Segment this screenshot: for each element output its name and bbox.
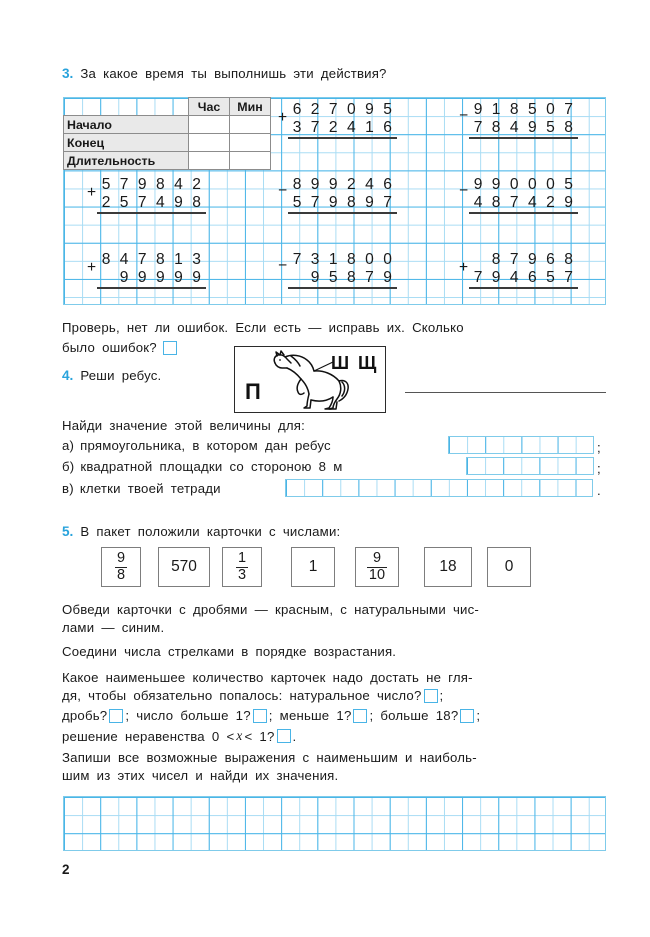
number-card[interactable] [291,547,335,587]
calc-digit: 9 [137,269,147,287]
row-label-duration: Длительность [64,152,189,170]
calc-digit: 3 [292,119,302,137]
calc-digit: 7 [292,251,302,268]
calc-digit: 5 [546,269,555,287]
calc-digit: 5 [564,176,573,193]
calc-digit: 4 [174,176,183,193]
rebus-letter-p: П [245,379,261,404]
calc-digit: 7 [473,119,483,137]
task5-line5-row [62,688,443,703]
calc-digit: 9 [192,269,201,287]
calc-digit: 9 [473,176,483,193]
calc-digit: 9 [383,269,392,287]
calc-operator: + [87,259,97,276]
calc-digit: 4 [365,176,374,193]
card-value: 18 [439,558,457,575]
calc-digit: 1 [365,119,374,137]
task5-line6a: дробь? [62,708,108,723]
answer-box-natural-number[interactable] [424,689,438,703]
calc-digit: 3 [310,251,320,268]
number-card[interactable] [355,547,399,587]
calc-digit: 1 [174,251,183,268]
calc-digit: 4 [528,194,537,212]
calc-digit: 0 [365,251,374,268]
calc-digit: 7 [509,194,519,212]
calc-digit: 8 [347,194,356,212]
calc-digit: 9 [156,269,165,287]
calc-digit: 0 [383,251,392,268]
task5-line7b: < 1? [244,728,275,744]
calc-digit: 9 [174,269,183,287]
calc-digit: 5 [546,119,555,137]
item-b-tail: ; [597,461,601,476]
task5-line9: шим из этих чисел и найди их значения. [62,768,339,783]
rebus-letter-shch: Щ [358,353,377,373]
calc-digit: 2 [546,194,555,212]
task5-line1: Обведи карточки с дробями — красным, с натуральными чис- [62,602,479,617]
calc-digit: 7 [137,251,147,268]
calc-digit: 8 [509,101,519,118]
calc-digit: 2 [310,101,320,118]
calc-digit: 9 [491,176,501,193]
task4-find-prompt: Найди значение этой величины для: [62,418,305,433]
task3-number: 3. [62,66,74,81]
task3-check-line1: Проверь, нет ли ошибок. Если есть — исправь их. Сколько [62,320,464,335]
rebus-letter-sh: Ш [331,353,350,373]
calc-digit: 6 [546,251,555,268]
calc-digit: 5 [292,194,302,212]
task5-line6d: ; больше 18? [369,708,459,723]
calc-digit: 7 [473,269,483,287]
number-card[interactable] [158,547,210,587]
task3-prompt: За какое время ты выполнишь эти действия? [80,66,387,81]
calc-digit: 6 [292,101,302,118]
calc-digit: 7 [564,101,573,118]
card-value: 570 [171,558,197,575]
calc-digit: 8 [564,251,573,268]
item-b-text: квадратной площадки со стороною 8 м [80,459,343,474]
calc-operator: − [459,182,469,199]
calc-digit: 9 [491,269,501,287]
fraction-numerator: 1 [237,550,247,567]
calc-operator: + [87,184,97,201]
fraction-denominator: 10 [368,566,386,583]
calc-digit: 6 [383,119,392,137]
task4-number: 4. [62,368,74,383]
calc-digit: 6 [383,176,392,193]
calc-digit: 5 [119,194,129,212]
task3-check-line2: было ошибок? [62,340,157,355]
fraction-denominator: 8 [116,566,126,583]
calc-digit: 8 [101,251,111,268]
calc-digit: 1 [328,251,338,268]
calc-digit: 0 [528,176,537,193]
task5-line6b: ; число больше 1? [125,708,251,723]
calc-digit: 6 [528,269,537,287]
fraction [236,551,248,582]
calc-digit: 0 [509,176,519,193]
calc-digit: 9 [310,176,320,193]
calc-digit: 9 [473,101,483,118]
task5-line3: Соедини числа стрелками в порядке возрастания. [62,644,397,659]
calc-digit: 8 [347,251,356,268]
answer-box-fraction[interactable] [109,709,123,723]
calc-digit: 3 [192,251,201,268]
calc-digit: 2 [101,194,111,212]
fraction-numerator: 9 [372,550,382,567]
task5-line2: лами — синим. [62,620,165,635]
calc-digit: 9 [328,176,338,193]
task5-line5a: дя, чтобы обязательно попалось: натуральное число? [62,688,422,703]
answer-box-inequality[interactable] [277,729,291,743]
calc-digit: 9 [564,194,573,212]
number-card[interactable] [487,547,531,587]
task5-line6c: ; меньше 1? [268,708,352,723]
task5-line7c: . [292,728,297,744]
calc-digit: 7 [310,119,320,137]
calc-digit: 7 [564,269,573,287]
task5-number: 5. [62,524,74,539]
calc-digit: 8 [347,269,356,287]
calc-digit: 7 [328,101,338,118]
item-c-marker: в) [62,481,74,496]
calc-digit: 7 [310,194,320,212]
calc-digit: 4 [509,269,519,287]
calc-operator: − [278,257,288,274]
fraction [367,551,387,582]
row-label-start: Начало [64,116,189,134]
task5-line8: Запиши все возможные выражения с наименьшим и наиболь- [62,750,477,765]
calc-operator: − [278,182,288,199]
task5-prompt: В пакет положили карточки с числами: [80,524,341,539]
calc-digit: 8 [292,176,302,193]
item-a-text: прямоугольника, в котором дан ребус [80,438,331,453]
task5-line7a: решение неравенства 0 < [62,728,235,744]
answer-box-less-than-1[interactable] [353,709,367,723]
calc-digit: 5 [101,176,111,193]
calc-operator: + [278,109,288,126]
calc-digit: 4 [473,194,483,212]
number-card[interactable] [424,547,472,587]
number-card[interactable] [101,547,141,587]
calc-digit: 4 [347,119,356,137]
calc-digit: 9 [365,194,374,212]
number-card[interactable] [222,547,262,587]
task5-line6-row [62,708,480,723]
fraction-denominator: 3 [237,566,247,583]
task5-line4: Какое наименьшее количество карточек надо достать не гля- [62,670,473,685]
calc-digit: 8 [156,176,165,193]
calc-operator: − [459,107,469,124]
page-number: 2 [62,862,70,877]
item-a-tail: ; [597,440,601,455]
calc-operator: + [459,259,469,276]
calc-digit: 0 [347,101,356,118]
calc-digit: 8 [564,119,573,137]
item-c-text: клетки твоей тетради [79,481,221,496]
calc-digit: 7 [365,269,374,287]
card-value: 1 [308,558,318,575]
answer-box-greater-than-1[interactable] [253,709,267,723]
calc-digit: 9 [528,251,537,268]
item-a-marker: а) [62,438,75,453]
task5-line5b: ; [439,688,444,703]
row-label-end: Конец [64,134,189,152]
calc-digit: 9 [328,194,338,212]
calc-digit: 9 [528,119,537,137]
calc-digit: 4 [509,119,519,137]
calc-digit: 5 [328,269,338,287]
fraction-numerator: 9 [116,550,126,567]
calc-digit: 8 [156,251,165,268]
calc-digit: 9 [310,269,320,287]
calc-digit: 0 [546,176,555,193]
calc-digit: 7 [509,251,519,268]
calc-digit: 9 [119,269,129,287]
variable-x: x [236,728,243,743]
calc-digit: 5 [383,101,392,118]
calc-digit: 8 [192,194,201,212]
calc-digit: 2 [347,176,356,193]
calc-digit: 2 [328,119,338,137]
calc-digit: 7 [383,194,392,212]
calc-digit: 7 [137,194,147,212]
fraction [115,551,127,582]
calc-digit: 8 [491,251,501,268]
calc-digit: 7 [119,176,129,193]
column-header-hour: Час [189,98,230,116]
item-c-tail: . [597,483,601,498]
calc-digit: 4 [156,194,165,212]
task5-line7-row [62,728,296,744]
calc-digit: 9 [137,176,147,193]
calc-digit: 0 [546,101,555,118]
calc-digit: 1 [491,101,501,118]
task4-prompt: Реши ребус. [80,368,162,383]
calc-digit: 9 [174,194,183,212]
task5-line6e: ; [476,708,481,723]
bottom-work-grid[interactable] [63,796,606,851]
calc-digit: 4 [119,251,129,268]
calc-digit: 2 [192,176,201,193]
calc-digit: 5 [528,101,537,118]
answer-box-greater-than-18[interactable] [460,709,474,723]
item-b-marker: б) [62,459,75,474]
calc-digit: 8 [491,119,501,137]
calc-digit: 9 [365,101,374,118]
column-header-min: Мин [230,98,271,116]
calc-digit: 8 [491,194,501,212]
card-value: 0 [504,558,514,575]
